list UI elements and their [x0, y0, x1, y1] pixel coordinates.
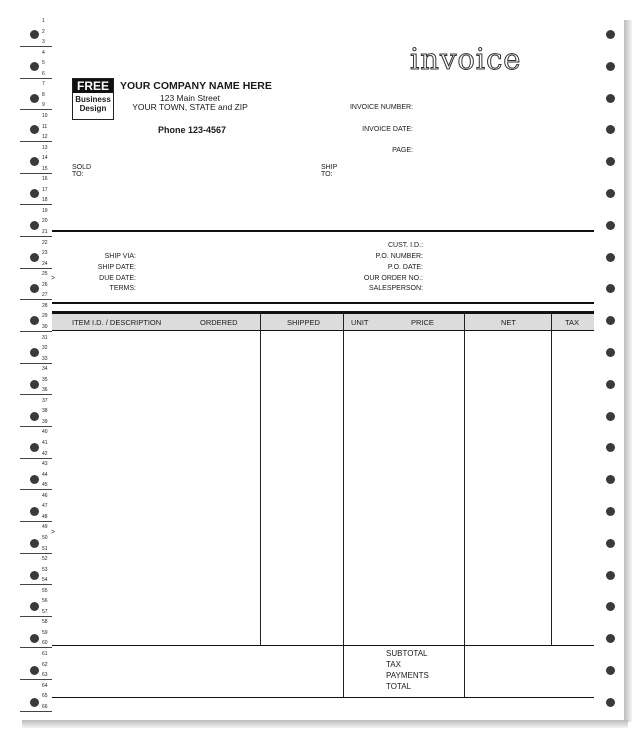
line-number: 41 — [42, 440, 48, 446]
ship-date-label: SHIP DATE: — [97, 264, 136, 271]
sold-to-label-1: SOLD — [72, 164, 92, 171]
line-number: 18 — [42, 197, 48, 204]
line-tick — [20, 173, 52, 174]
column-shipped: SHIPPED — [287, 318, 320, 327]
alignment-arrow-top: > — [51, 275, 56, 282]
line-number: 40 — [42, 429, 48, 436]
column-tax: TAX — [565, 318, 580, 327]
line-number: 24 — [42, 260, 48, 267]
column-divider-1 — [260, 314, 261, 646]
line-number: 2 — [42, 28, 45, 35]
invoice-number-label: INVOICE NUMBER: — [349, 104, 413, 111]
line-number: 31 — [42, 334, 48, 341]
line-number: 60 — [42, 640, 48, 647]
fields-divider — [52, 302, 594, 304]
line-tick — [20, 236, 52, 237]
line-tick — [20, 679, 52, 680]
column-item-description: ITEM I.D. / DESCRIPTION — [72, 318, 162, 327]
tractor-hole — [30, 62, 39, 71]
form-title: invoice — [410, 42, 522, 76]
line-tick — [20, 553, 52, 554]
tractor-hole — [606, 507, 615, 516]
company-city: YOUR TOWN, STATE and ZIP — [132, 102, 248, 112]
tractor-hole — [30, 666, 39, 675]
line-number: 28 — [42, 302, 48, 309]
ship-to-label-2: TO: — [321, 171, 333, 178]
cust-id-label: CUST. I.D.: — [387, 242, 423, 249]
tractor-hole — [606, 221, 615, 230]
tractor-hole — [30, 348, 39, 357]
line-tick — [20, 426, 52, 427]
line-tick — [20, 521, 52, 522]
line-number: 12 — [42, 134, 48, 141]
line-number: 15 — [42, 165, 48, 172]
tractor-hole — [606, 94, 615, 103]
our-order-no-label: OUR ORDER NO.: — [363, 275, 423, 282]
line-number: 6 — [42, 70, 45, 77]
line-number: 42 — [42, 450, 48, 457]
line-number: 52 — [42, 556, 48, 563]
tractor-hole — [606, 62, 615, 71]
due-date-label: DUE DATE: — [99, 275, 136, 282]
line-number: 55 — [42, 587, 48, 594]
line-tick — [20, 394, 52, 395]
line-number: 37 — [42, 397, 48, 404]
line-tick — [20, 363, 52, 364]
line-tick — [20, 647, 52, 648]
po-number-label: P.O. NUMBER: — [375, 253, 423, 260]
line-number: 3 — [42, 39, 45, 46]
table-bottom-border — [52, 645, 594, 646]
line-number: 20 — [42, 218, 48, 225]
tractor-hole — [606, 571, 615, 580]
line-tick — [20, 46, 52, 47]
line-number: 33 — [42, 355, 48, 362]
company-name: YOUR COMPANY NAME HERE — [120, 80, 272, 92]
tractor-hole — [30, 30, 39, 39]
line-tick — [20, 268, 52, 269]
line-tick — [20, 141, 52, 142]
tractor-hole — [606, 412, 615, 421]
right-tractor-strip — [596, 18, 624, 720]
line-tick — [20, 331, 52, 332]
line-tick — [20, 204, 52, 205]
page-shadow-right — [624, 20, 632, 722]
line-number: 49 — [42, 524, 48, 531]
totals-bottom-border — [52, 697, 594, 698]
subtotal-label: SUBTOTAL — [386, 649, 428, 658]
line-number: 9 — [42, 102, 45, 109]
ship-via-label: SHIP VIA: — [104, 253, 136, 260]
line-number: 61 — [42, 651, 48, 657]
terms-label: TERMS: — [109, 285, 136, 292]
line-number: 59 — [42, 629, 48, 636]
page-label: PAGE: — [392, 147, 413, 154]
invoice-date-label: INVOICE DATE: — [362, 126, 413, 133]
line-number: 26 — [42, 281, 48, 288]
line-number: 21 — [42, 229, 48, 235]
tractor-hole — [606, 539, 615, 548]
line-tick — [20, 489, 52, 490]
line-tick — [20, 616, 52, 617]
line-number: 16 — [42, 176, 48, 183]
total-label: TOTAL — [386, 682, 412, 691]
line-number: 22 — [42, 239, 48, 246]
line-number: 19 — [42, 207, 48, 214]
line-number: 34 — [42, 366, 48, 373]
tractor-hole — [606, 698, 615, 707]
tractor-hole — [30, 253, 39, 262]
alignment-arrow-bottom: > — [51, 529, 56, 536]
line-number: 43 — [42, 461, 48, 468]
ship-to-label-1: SHIP — [321, 164, 338, 171]
tax-label: TAX — [386, 660, 401, 669]
line-number: 4 — [42, 49, 45, 56]
company-phone: Phone 123-4567 — [158, 125, 227, 135]
line-tick — [20, 458, 52, 459]
company-street: 123 Main Street — [159, 93, 220, 103]
tractor-hole — [30, 412, 39, 421]
payments-label: PAYMENTS — [386, 671, 429, 680]
table-header-border — [52, 330, 594, 331]
line-number: 8 — [42, 91, 45, 98]
column-divider-2 — [343, 314, 344, 698]
line-number: 63 — [42, 672, 48, 679]
tractor-hole — [30, 539, 39, 548]
line-number: 62 — [42, 661, 48, 668]
tractor-hole — [606, 189, 615, 198]
line-number: 39 — [42, 418, 48, 425]
line-number: 65 — [42, 693, 48, 700]
logo-badge: FREE — [73, 79, 113, 93]
line-tick — [20, 299, 52, 300]
tractor-hole — [30, 189, 39, 198]
column-divider-3 — [464, 314, 465, 698]
line-number: 25 — [42, 271, 48, 278]
line-number: 30 — [42, 323, 48, 330]
line-number: 57 — [42, 608, 48, 615]
line-tick — [20, 711, 52, 712]
tractor-hole — [606, 348, 615, 357]
line-number: 32 — [42, 345, 48, 352]
column-divider-4 — [551, 314, 552, 646]
line-number: 48 — [42, 513, 48, 520]
line-number: 5 — [42, 60, 45, 67]
line-number: 46 — [42, 492, 48, 499]
tractor-hole — [30, 380, 39, 389]
tractor-hole — [606, 30, 615, 39]
tractor-hole — [30, 571, 39, 580]
line-number: 64 — [42, 682, 48, 689]
line-number: 38 — [42, 408, 48, 415]
line-number: 23 — [42, 250, 48, 257]
line-number: 10 — [42, 112, 48, 119]
line-number: 14 — [42, 155, 48, 162]
line-number: 44 — [42, 471, 48, 478]
line-number: 53 — [42, 566, 48, 573]
line-number: 29 — [42, 313, 48, 320]
line-number: 17 — [42, 186, 48, 193]
column-unit: UNIT — [351, 318, 369, 327]
address-divider — [52, 230, 594, 232]
line-number: 51 — [42, 545, 48, 552]
line-number: 66 — [42, 703, 48, 710]
line-number: 1 — [42, 18, 45, 24]
line-number: 27 — [42, 292, 48, 299]
line-number: 35 — [42, 376, 48, 383]
line-tick — [20, 584, 52, 585]
column-ordered: ORDERED — [200, 318, 238, 327]
sold-to-label-2: TO: — [72, 171, 84, 178]
line-number: 54 — [42, 577, 48, 584]
line-number: 50 — [42, 534, 48, 541]
line-number: 58 — [42, 619, 48, 626]
logo-line2: Design — [79, 104, 107, 113]
line-number: 56 — [42, 598, 48, 605]
salesperson-label: SALESPERSON: — [368, 285, 423, 292]
tractor-hole — [30, 507, 39, 516]
tractor-hole — [606, 253, 615, 262]
page-shadow-bottom — [22, 720, 628, 728]
line-tick — [20, 78, 52, 79]
po-date-label: P.O. DATE: — [387, 264, 423, 271]
tractor-hole — [606, 666, 615, 675]
tractor-hole — [30, 698, 39, 707]
column-price: PRICE — [411, 318, 434, 327]
logo-line1: Business — [75, 95, 111, 104]
line-number: 47 — [42, 503, 48, 510]
tractor-hole — [30, 221, 39, 230]
tractor-hole — [606, 380, 615, 389]
line-number: 13 — [42, 144, 48, 151]
line-number: 7 — [42, 81, 45, 88]
line-number: 11 — [42, 123, 48, 130]
column-net: NET — [501, 318, 516, 327]
line-number: 45 — [42, 482, 48, 489]
line-number: 36 — [42, 387, 48, 394]
